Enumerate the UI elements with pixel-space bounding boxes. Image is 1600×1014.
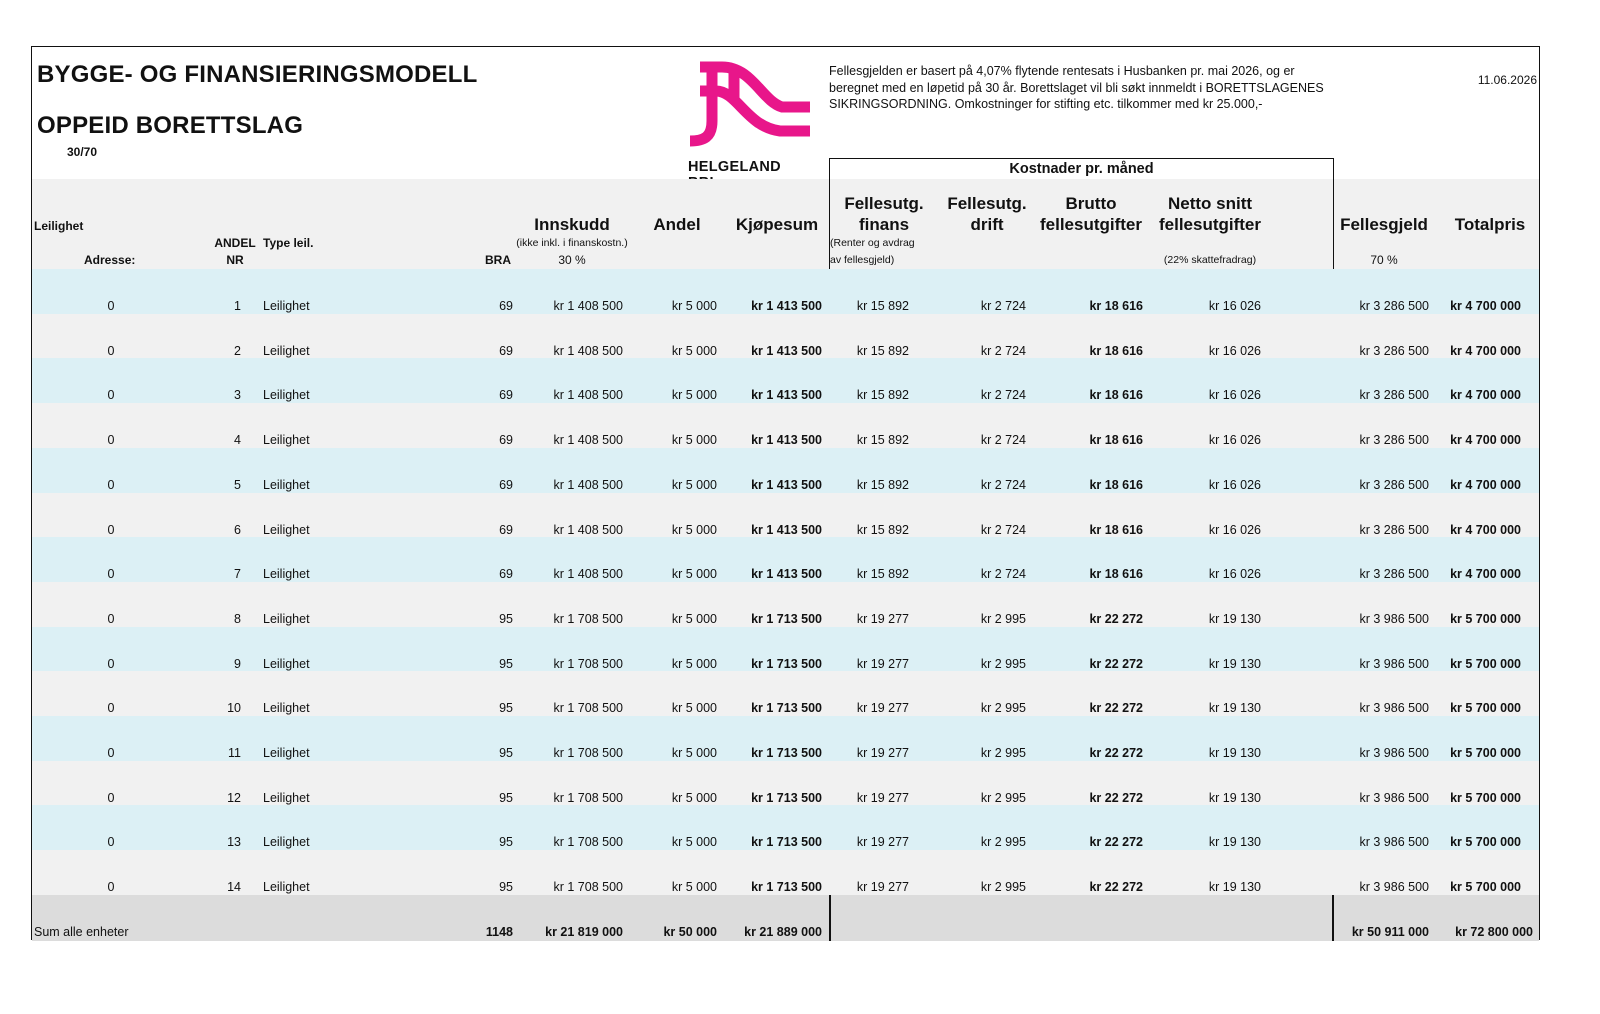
cell-andel: kr 5 000 — [671, 343, 717, 358]
cell-bra: 95 — [499, 790, 513, 805]
cell-netto: kr 16 026 — [1208, 388, 1261, 403]
cell-fellesgjeld: kr 3 286 500 — [1359, 477, 1429, 492]
date-label: 11.06.2026 — [1477, 73, 1537, 87]
sum-totalpris: kr 72 800 000 — [1455, 925, 1533, 939]
cell-fellesgjeld: kr 3 986 500 — [1359, 880, 1429, 895]
cell-fellesgjeld: kr 3 286 500 — [1359, 433, 1429, 448]
cell-drift: kr 2 724 — [980, 299, 1026, 313]
cell-adresse: 0 — [107, 343, 115, 358]
cell-adresse: 0 — [107, 701, 115, 716]
cell-type: Leilighet — [263, 611, 310, 626]
cell-innskudd: kr 1 408 500 — [553, 388, 623, 403]
cell-finans: kr 19 277 — [856, 701, 909, 716]
cell-drift: kr 2 995 — [980, 656, 1026, 671]
logo-mark-icon — [682, 61, 814, 157]
cell-kjopesum: kr 1 413 500 — [751, 299, 822, 313]
cell-fellesgjeld: kr 3 286 500 — [1359, 299, 1429, 313]
cell-type: Leilighet — [263, 790, 310, 805]
cell-innskudd: kr 1 408 500 — [553, 522, 623, 537]
cell-kjopesum: kr 1 713 500 — [751, 611, 822, 626]
cell-nr: 7 — [234, 567, 241, 582]
cell-type: Leilighet — [263, 656, 310, 671]
cell-drift: kr 2 995 — [980, 611, 1026, 626]
col-brutto-2: fellesutgifter — [1039, 215, 1143, 234]
cell-finans: kr 19 277 — [856, 835, 909, 850]
cell-bra: 95 — [499, 701, 513, 716]
sum-innskudd: kr 21 819 000 — [545, 925, 623, 939]
cell-bra: 95 — [499, 611, 513, 626]
cell-kjopesum: kr 1 413 500 — [751, 343, 822, 358]
cell-type: Leilighet — [263, 477, 310, 492]
cell-totalpris: kr 5 700 000 — [1450, 611, 1521, 626]
cell-brutto: kr 18 616 — [1089, 433, 1143, 448]
cell-adresse: 0 — [107, 880, 115, 895]
col-innskudd: Innskudd — [534, 215, 610, 234]
cell-adresse: 0 — [107, 388, 115, 403]
col-totalpris: Totalpris — [1454, 215, 1526, 234]
cell-andel: kr 5 000 — [671, 611, 717, 626]
cell-netto: kr 19 130 — [1208, 656, 1261, 671]
logo-text: HELGELAND — [688, 159, 781, 175]
cell-finans: kr 15 892 — [856, 343, 909, 358]
cell-fellesgjeld: kr 3 286 500 — [1359, 522, 1429, 537]
cell-nr: 2 — [234, 343, 241, 358]
col-finans-sub-1: (Renter og avdrag — [830, 237, 915, 249]
col-brutto-1: Brutto — [1065, 194, 1117, 213]
cell-andel: kr 5 000 — [671, 790, 717, 805]
cell-finans: kr 15 892 — [856, 299, 909, 313]
cell-finans: kr 15 892 — [856, 433, 909, 448]
cell-innskudd: kr 1 408 500 — [553, 567, 623, 582]
cell-brutto: kr 18 616 — [1089, 522, 1143, 537]
cell-fellesgjeld: kr 3 286 500 — [1359, 388, 1429, 403]
cell-bra: 95 — [499, 880, 513, 895]
cell-drift: kr 2 724 — [980, 477, 1026, 492]
cell-totalpris: kr 5 700 000 — [1450, 656, 1521, 671]
cell-brutto: kr 22 272 — [1089, 611, 1143, 626]
cell-andel: kr 5 000 — [671, 746, 717, 760]
cell-totalpris: kr 4 700 000 — [1450, 299, 1521, 313]
cell-finans: kr 19 277 — [856, 790, 909, 805]
cell-type: Leilighet — [263, 567, 310, 582]
cell-finans: kr 19 277 — [856, 880, 909, 895]
cell-innskudd: kr 1 408 500 — [553, 299, 623, 313]
cell-drift: kr 2 724 — [980, 522, 1026, 537]
cell-bra: 95 — [499, 746, 513, 760]
cell-totalpris: kr 4 700 000 — [1450, 343, 1521, 358]
cell-finans: kr 15 892 — [856, 567, 909, 582]
col-drift-1: Fellesutg. — [947, 194, 1027, 213]
col-fellesgjeld-pct: 70 % — [1370, 253, 1398, 267]
cell-brutto: kr 18 616 — [1089, 477, 1143, 492]
table-row — [32, 403, 1539, 448]
cell-fellesgjeld: kr 3 986 500 — [1359, 790, 1429, 805]
cell-innskudd: kr 1 708 500 — [553, 835, 623, 850]
cell-netto: kr 16 026 — [1208, 522, 1261, 537]
col-andel-nr-2: NR — [226, 253, 244, 267]
col-adresse: Adresse: — [84, 253, 136, 267]
cell-brutto: kr 22 272 — [1089, 656, 1143, 671]
cell-innskudd: kr 1 708 500 — [553, 746, 623, 760]
cell-netto: kr 16 026 — [1208, 433, 1261, 448]
cell-adresse: 0 — [107, 835, 115, 850]
cell-andel: kr 5 000 — [671, 567, 717, 582]
cell-brutto: kr 22 272 — [1089, 790, 1143, 805]
page-title: BYGGE- OG FINANSIERINGSMODELL — [37, 61, 478, 88]
cell-nr: 8 — [234, 611, 241, 626]
cell-brutto: kr 22 272 — [1089, 880, 1143, 895]
cell-netto: kr 16 026 — [1208, 567, 1261, 582]
cell-drift: kr 2 995 — [980, 835, 1026, 850]
cell-finans: kr 15 892 — [856, 477, 909, 492]
cell-kjopesum: kr 1 413 500 — [751, 522, 822, 537]
col-type: Type leil. — [263, 236, 314, 250]
cell-nr: 10 — [227, 701, 241, 716]
cell-totalpris: kr 4 700 000 — [1450, 388, 1521, 403]
cell-bra: 69 — [499, 343, 513, 358]
cell-netto: kr 19 130 — [1208, 611, 1261, 626]
cell-drift: kr 2 724 — [980, 433, 1026, 448]
cell-adresse: 0 — [107, 567, 115, 582]
cell-bra: 95 — [499, 656, 513, 671]
sum-bra: 1148 — [485, 925, 513, 939]
cell-totalpris: kr 4 700 000 — [1450, 433, 1521, 448]
cell-innskudd: kr 1 708 500 — [553, 656, 623, 671]
col-kjopesum: Kjøpesum — [735, 215, 819, 234]
cell-finans: kr 15 892 — [856, 522, 909, 537]
kost-divider-right — [1332, 895, 1334, 941]
col-leilighet: Leilighet — [34, 219, 84, 233]
cell-drift: kr 2 995 — [980, 701, 1026, 716]
sum-andel: kr 50 000 — [663, 925, 717, 939]
table-row — [32, 314, 1539, 359]
cell-brutto: kr 18 616 — [1089, 299, 1143, 313]
col-andel: Andel — [653, 215, 701, 234]
table-row — [32, 448, 1539, 493]
col-finans-2: finans — [858, 215, 910, 234]
cell-nr: 6 — [234, 522, 241, 537]
sum-row — [32, 895, 1539, 941]
cell-finans: kr 19 277 — [856, 611, 909, 626]
col-netto-2: fellesutgifter — [1158, 215, 1262, 234]
kost-divider-left — [829, 895, 831, 941]
finance-sheet — [31, 46, 1540, 940]
cell-kjopesum: kr 1 413 500 — [751, 567, 822, 582]
cell-andel: kr 5 000 — [671, 701, 717, 716]
cell-brutto: kr 18 616 — [1089, 567, 1143, 582]
cell-bra: 69 — [499, 477, 513, 492]
cell-kjopesum: kr 1 713 500 — [751, 880, 822, 895]
col-fellesgjeld: Fellesgjeld — [1340, 215, 1428, 234]
cell-kjopesum: kr 1 413 500 — [751, 388, 822, 403]
cell-bra: 69 — [499, 299, 513, 313]
cell-andel: kr 5 000 — [671, 522, 717, 537]
cell-brutto: kr 18 616 — [1089, 388, 1143, 403]
cell-bra: 69 — [499, 567, 513, 582]
cell-bra: 69 — [499, 433, 513, 448]
table-row — [32, 493, 1539, 538]
table-row — [32, 537, 1539, 582]
table-row — [32, 627, 1539, 672]
cell-drift: kr 2 995 — [980, 880, 1026, 895]
col-andel-nr-1: ANDEL — [214, 236, 256, 250]
cell-innskudd: kr 1 708 500 — [553, 701, 623, 716]
monthly-costs-title: Kostnader pr. måned — [1009, 161, 1154, 177]
table-row — [32, 805, 1539, 850]
cell-totalpris: kr 5 700 000 — [1450, 880, 1521, 895]
cell-totalpris: kr 4 700 000 — [1450, 567, 1521, 582]
cell-netto: kr 19 130 — [1208, 835, 1261, 850]
cell-andel: kr 5 000 — [671, 388, 717, 403]
cell-kjopesum: kr 1 713 500 — [751, 835, 822, 850]
table-row — [32, 582, 1539, 627]
table-row — [32, 850, 1539, 895]
table-row — [32, 761, 1539, 806]
cell-adresse: 0 — [107, 746, 115, 760]
table-row — [32, 671, 1539, 716]
cell-nr: 11 — [228, 746, 241, 760]
cell-kjopesum: kr 1 713 500 — [751, 746, 822, 760]
sum-kjopesum: kr 21 889 000 — [744, 925, 822, 939]
cell-andel: kr 5 000 — [671, 433, 717, 448]
cell-kjopesum: kr 1 713 500 — [751, 790, 822, 805]
cell-innskudd: kr 1 408 500 — [553, 477, 623, 492]
cell-netto: kr 19 130 — [1208, 746, 1261, 760]
col-bra: BRA — [485, 253, 511, 267]
cell-totalpris: kr 5 700 000 — [1450, 701, 1521, 716]
cell-netto: kr 19 130 — [1208, 790, 1261, 805]
cell-drift: kr 2 724 — [980, 388, 1026, 403]
col-drift-2: drift — [970, 215, 1004, 234]
cell-type: Leilighet — [263, 746, 310, 760]
cell-bra: 95 — [499, 835, 513, 850]
cell-adresse: 0 — [107, 790, 115, 805]
cell-andel: kr 5 000 — [671, 835, 717, 850]
helgeland-bbl-logo — [682, 61, 814, 176]
cell-fellesgjeld: kr 3 986 500 — [1359, 746, 1429, 760]
cell-brutto: kr 18 616 — [1089, 343, 1143, 358]
cell-innskudd: kr 1 708 500 — [553, 611, 623, 626]
cell-bra: 69 — [499, 388, 513, 403]
cell-type: Leilighet — [263, 388, 310, 403]
cell-totalpris: kr 5 700 000 — [1450, 790, 1521, 805]
cell-andel: kr 5 000 — [671, 880, 717, 895]
cell-fellesgjeld: kr 3 986 500 — [1359, 611, 1429, 626]
cell-innskudd: kr 1 408 500 — [553, 433, 623, 448]
cell-nr: 9 — [234, 656, 241, 671]
cell-nr: 3 — [234, 388, 241, 403]
cell-fellesgjeld: kr 3 986 500 — [1359, 701, 1429, 716]
cell-netto: kr 16 026 — [1208, 299, 1261, 313]
cell-netto: kr 19 130 — [1208, 880, 1261, 895]
cell-type: Leilighet — [263, 433, 310, 448]
cell-type: Leilighet — [263, 343, 310, 358]
table-row — [32, 358, 1539, 403]
cell-drift: kr 2 995 — [980, 790, 1026, 805]
cell-kjopesum: kr 1 713 500 — [751, 701, 822, 716]
cell-andel: kr 5 000 — [671, 299, 717, 313]
cell-adresse: 0 — [107, 656, 115, 671]
cell-drift: kr 2 724 — [980, 343, 1026, 358]
cell-kjopesum: kr 1 713 500 — [751, 656, 822, 671]
col-netto-sub: (22% skattefradrag) — [1163, 254, 1257, 266]
cell-netto: kr 16 026 — [1208, 477, 1261, 492]
cell-type: Leilighet — [263, 701, 310, 716]
cell-fellesgjeld: kr 3 286 500 — [1359, 567, 1429, 582]
cell-innskudd: kr 1 408 500 — [553, 343, 623, 358]
cell-brutto: kr 22 272 — [1089, 835, 1143, 850]
cell-nr: 13 — [227, 835, 241, 850]
cell-totalpris: kr 5 700 000 — [1450, 746, 1521, 760]
table-row — [32, 269, 1539, 314]
cell-finans: kr 15 892 — [856, 388, 909, 403]
cell-type: Leilighet — [263, 835, 310, 850]
col-finans-sub-2: av fellesgjeld) — [830, 254, 895, 266]
cell-kjopesum: kr 1 413 500 — [751, 433, 822, 448]
financing-note: Fellesgjelden er basert på 4,07% flytende rentesats i Husbanken pr. mai 2026, og er beregnet med en løpetid på 30 år. Borettslaget vil bli søkt innmeldt i BORETTSLAGENES SIKRINGSORDNING. Omkostninger for stifting etc. tilkommer med kr 25.000,- — [829, 64, 1324, 111]
cell-andel: kr 5 000 — [671, 656, 717, 671]
cell-brutto: kr 22 272 — [1089, 701, 1143, 716]
col-netto-1: Netto snitt — [1167, 194, 1253, 213]
sum-label: Sum alle enheter — [34, 925, 129, 939]
cell-bra: 69 — [499, 522, 513, 537]
cell-drift: kr 2 995 — [980, 746, 1026, 760]
cell-adresse: 0 — [107, 433, 115, 448]
cell-nr: 4 — [234, 433, 241, 448]
cell-totalpris: kr 4 700 000 — [1450, 477, 1521, 492]
cell-nr: 14 — [227, 880, 241, 895]
cell-innskudd: kr 1 708 500 — [553, 790, 623, 805]
cell-fellesgjeld: kr 3 286 500 — [1359, 343, 1429, 358]
project-title: OPPEID BORETTSLAG — [37, 112, 304, 139]
cell-nr: 5 — [234, 477, 241, 492]
cell-adresse: 0 — [107, 477, 115, 492]
cell-fellesgjeld: kr 3 986 500 — [1359, 656, 1429, 671]
cell-adresse: 0 — [107, 611, 115, 626]
cell-nr: 1 — [234, 299, 241, 313]
cell-totalpris: kr 5 700 000 — [1450, 835, 1521, 850]
cell-netto: kr 19 130 — [1208, 701, 1261, 716]
cell-nr: 12 — [227, 790, 241, 805]
table-row — [32, 716, 1539, 761]
cell-fellesgjeld: kr 3 986 500 — [1359, 835, 1429, 850]
cell-finans: kr 19 277 — [856, 656, 909, 671]
col-innskudd-sub: (ikke inkl. i finanskostn.) — [516, 237, 628, 249]
cell-adresse: 0 — [107, 299, 115, 313]
col-innskudd-pct: 30 % — [558, 253, 586, 267]
cell-totalpris: kr 4 700 000 — [1450, 522, 1521, 537]
cell-adresse: 0 — [107, 522, 115, 537]
col-finans-1: Fellesutg. — [844, 194, 924, 213]
cell-netto: kr 16 026 — [1208, 343, 1261, 358]
sum-fellesgjeld: kr 50 911 000 — [1351, 925, 1429, 939]
cell-finans: kr 19 277 — [856, 746, 909, 760]
cell-brutto: kr 22 272 — [1089, 746, 1143, 760]
cell-kjopesum: kr 1 413 500 — [751, 477, 822, 492]
cell-type: Leilighet — [263, 299, 310, 313]
cell-innskudd: kr 1 708 500 — [553, 880, 623, 895]
cell-andel: kr 5 000 — [671, 477, 717, 492]
cell-type: Leilighet — [263, 880, 310, 895]
cell-drift: kr 2 724 — [980, 567, 1026, 582]
cell-type: Leilighet — [263, 522, 310, 537]
ratio-label: 30/70 — [67, 145, 98, 159]
